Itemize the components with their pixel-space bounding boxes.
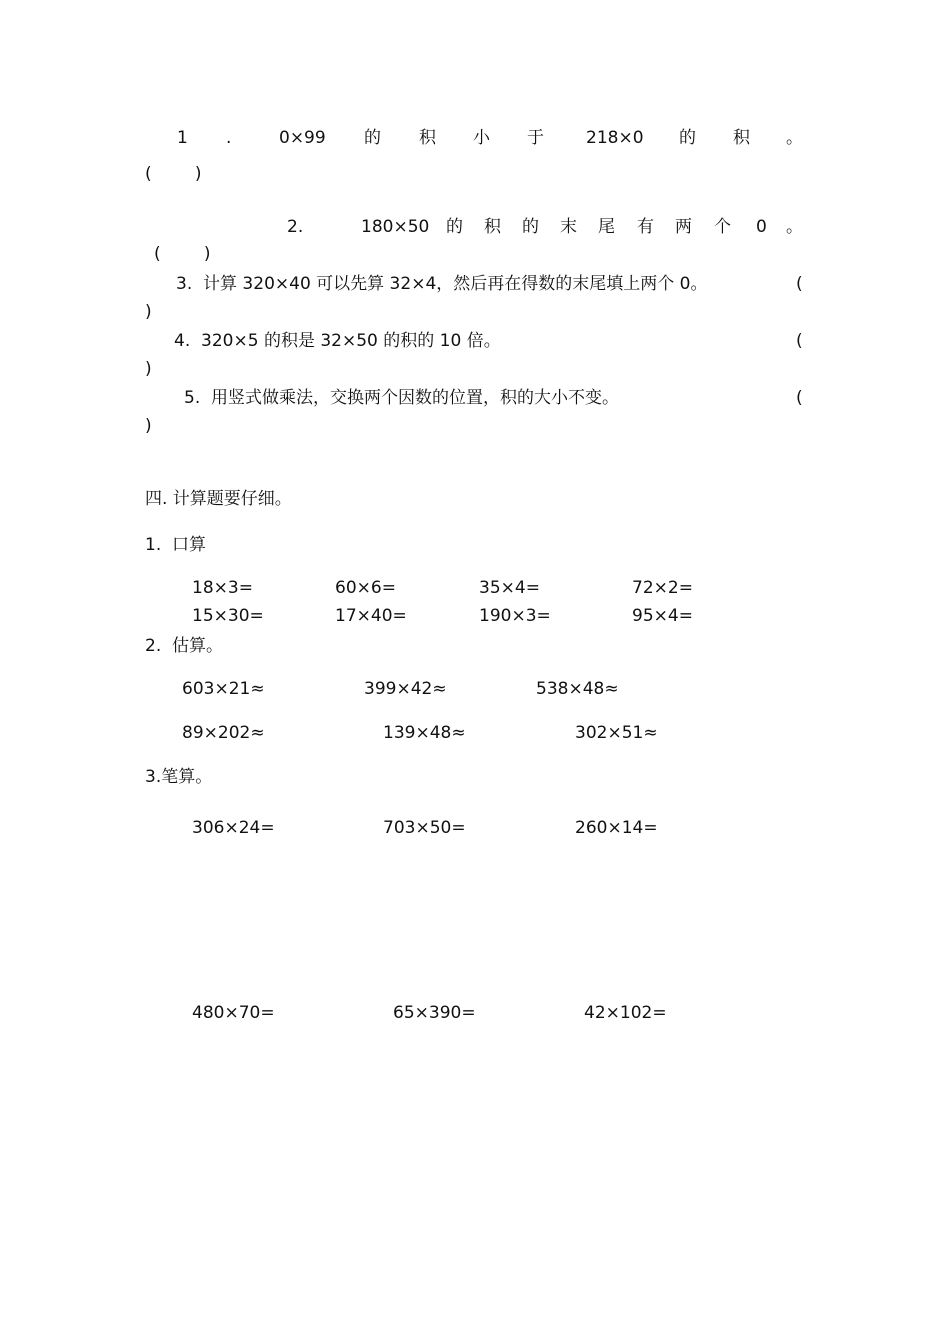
q1-token: 0×99 xyxy=(279,128,326,148)
estimate-item: 538×48≈ xyxy=(536,679,619,699)
q1-token: 于 xyxy=(527,128,544,148)
q2-token: 180×50 xyxy=(361,217,430,237)
oral-item: 60×6= xyxy=(335,578,396,598)
estimate-item: 603×21≈ xyxy=(182,679,265,699)
estimate-item: 399×42≈ xyxy=(364,679,447,699)
oral-item: 18×3= xyxy=(192,578,253,598)
q1-dot: . xyxy=(226,128,232,148)
estimate-heading: 2. 估算。 xyxy=(145,636,224,656)
written-calc-heading: 3.笔算。 xyxy=(145,767,213,787)
q2-token: 。 xyxy=(786,217,803,237)
written-item: 703×50= xyxy=(383,818,466,838)
q3-paren-open[interactable]: ( xyxy=(796,274,803,294)
q2-token: 末 xyxy=(560,217,577,237)
oral-item: 95×4= xyxy=(632,606,693,626)
q1-token: 积 xyxy=(419,128,436,148)
q1-token: 的 xyxy=(364,128,381,148)
q2-token: 有 xyxy=(637,217,654,237)
q2-token: 两 xyxy=(675,217,692,237)
q1-token: 218×0 xyxy=(586,128,644,148)
q2-token: 的 xyxy=(446,217,463,237)
written-item: 260×14= xyxy=(575,818,658,838)
estimate-item: 139×48≈ xyxy=(383,723,466,743)
q4-paren-close[interactable]: ) xyxy=(145,359,152,379)
estimate-item: 89×202≈ xyxy=(182,723,265,743)
oral-item: 15×30= xyxy=(192,606,264,626)
q3-paren-close[interactable]: ) xyxy=(145,302,152,322)
q2-answer-paren[interactable]: ( ) xyxy=(154,244,211,264)
oral-item: 17×40= xyxy=(335,606,407,626)
judge-question-5: 5. 用竖式做乘法，交换两个因数的位置，积的大小不变。 xyxy=(184,388,620,408)
written-item: 480×70= xyxy=(192,1003,275,1023)
q4-paren-open[interactable]: ( xyxy=(796,331,803,351)
q2-token: 积 xyxy=(484,217,501,237)
written-item: 42×102= xyxy=(584,1003,667,1023)
oral-item: 35×4= xyxy=(479,578,540,598)
q5-paren-close[interactable]: ) xyxy=(145,416,152,436)
section-4-title: 四. 计算题要仔细。 xyxy=(145,489,292,509)
oral-item: 190×3= xyxy=(479,606,551,626)
q2-token: 个 xyxy=(714,217,731,237)
q1-token: 小 xyxy=(473,128,490,148)
q2-number: 2. xyxy=(287,217,304,237)
oral-item: 72×2= xyxy=(632,578,693,598)
q5-paren-open[interactable]: ( xyxy=(796,388,803,408)
oral-calc-heading: 1. 口算 xyxy=(145,535,207,555)
q2-token: 0 xyxy=(756,217,767,237)
estimate-item: 302×51≈ xyxy=(575,723,658,743)
q1-answer-paren[interactable]: ( ) xyxy=(145,164,202,184)
q1-number: 1 xyxy=(177,128,188,148)
written-item: 65×390= xyxy=(393,1003,476,1023)
q1-token: 的 xyxy=(679,128,696,148)
judge-question-3: 3. 计算 320×40 可以先算 32×4，然后再在得数的末尾填上两个 0。 xyxy=(176,274,708,294)
q2-token: 尾 xyxy=(598,217,615,237)
q1-token: 积 xyxy=(733,128,750,148)
q1-token: 。 xyxy=(786,128,803,148)
judge-question-4: 4. 320×5 的积是 32×50 的积的 10 倍。 xyxy=(174,331,501,351)
q2-token: 的 xyxy=(522,217,539,237)
written-item: 306×24= xyxy=(192,818,275,838)
